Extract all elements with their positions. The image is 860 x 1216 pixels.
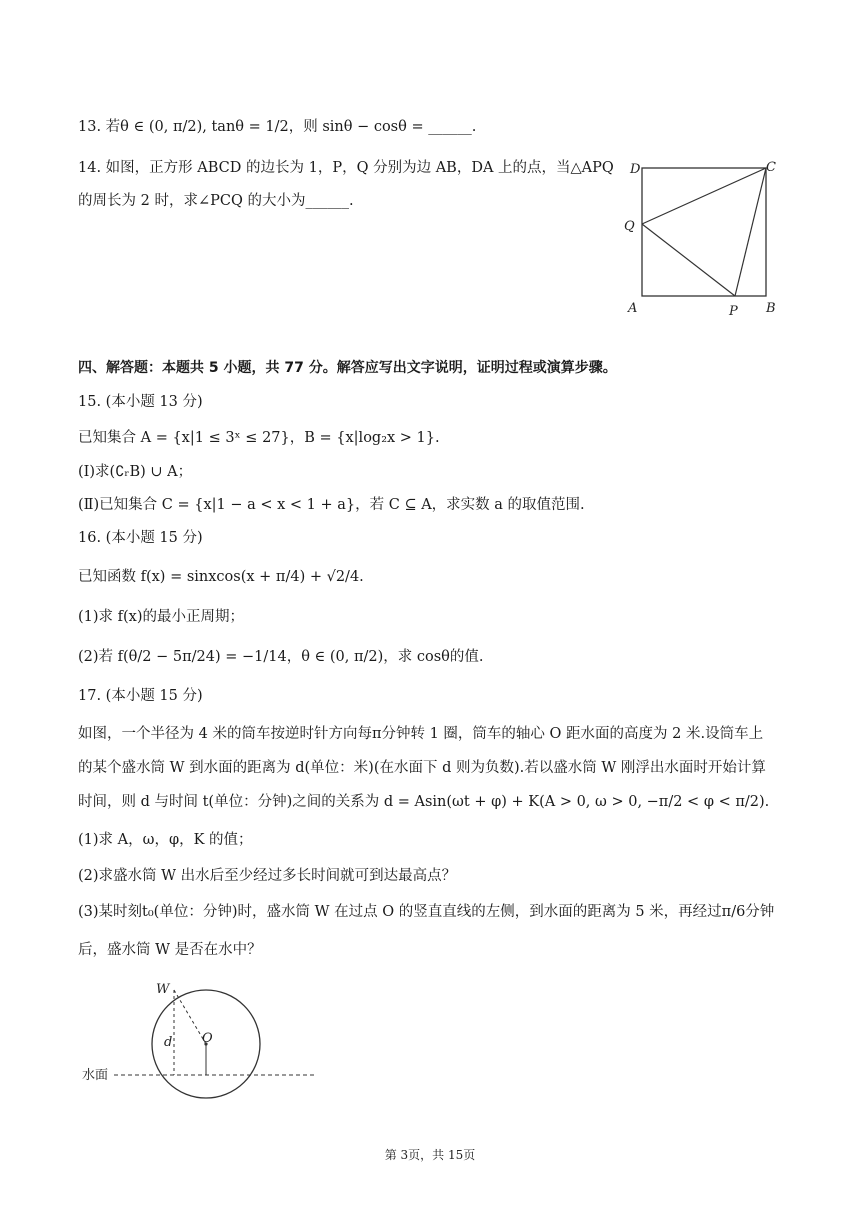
q16-line3: (2)若 f(θ/2 − 5π/24) = −1/14，θ ∈ (0, π/2)，求 cosθ的值. xyxy=(78,649,484,665)
q16-header: 16. (本小题 15 分) xyxy=(78,530,203,546)
label-o: O xyxy=(202,1031,213,1046)
label-d: D xyxy=(630,162,641,177)
label-p: P xyxy=(729,304,738,319)
label-b: B xyxy=(766,301,776,316)
q17-line5: (2)求盛水筒 W 出水后至少经过多长时间就可到达最高点？ xyxy=(78,868,457,884)
q15-line3: (Ⅱ)已知集合 C = {x|1 − a < x < 1 + a}，若 C ⊆ A，求实数 a 的取值范围. xyxy=(78,497,585,513)
q15-line1: 已知集合 A = {x|1 ≤ 3ˣ ≤ 27}，B = {x|log₂x > 1}. xyxy=(78,430,440,446)
water-wheel-figure xyxy=(78,978,328,1088)
q14-line2: 的周长为 2 时，求∠PCQ 的大小为______. xyxy=(78,193,354,209)
q17-line4: (1)求 A，ω，φ，K 的值； xyxy=(78,832,253,848)
segment-qp xyxy=(642,224,735,296)
q17-header: 17. (本小题 15 分) xyxy=(78,688,203,704)
label-c: C xyxy=(766,160,776,175)
label-q: Q xyxy=(624,219,635,234)
q16-line2: (1)求 f(x)的最小正周期； xyxy=(78,609,245,625)
q17-line6: (3)某时刻t₀(单位：分钟)时，盛水筒 W 在过点 O 的竖直直线的左侧，到水面的距离为 5 米，再经过π/6分钟 xyxy=(78,904,775,920)
q17-line7: 后，盛水筒 W 是否在水中？ xyxy=(78,942,262,958)
segment-qc xyxy=(642,168,766,224)
q17-line3: 时间，则 d 与时间 t(单位：分钟)之间的关系为 d = Asin(ωt + φ) + K(A > 0, ω > 0, −π/2 < φ < π/2). xyxy=(78,794,770,810)
q15-line2: (Ⅰ)求(∁ᵣB) ∪ A； xyxy=(78,464,193,480)
q17-line1: 如图，一个半径为 4 米的筒车按逆时针方向每π分钟转 1 圈，筒车的轴心 O 距水面的高度为 2 米.设筒车上 xyxy=(78,726,764,742)
q14-line1: 14. 如图，正方形 ABCD 的边长为 1，P，Q 分别为边 AB，DA 上的点，当△APQ xyxy=(78,160,614,176)
segment-pc xyxy=(735,168,766,296)
square-abcd xyxy=(642,168,766,296)
label-d-distance: d xyxy=(164,1035,173,1050)
section-4-heading: 四、解答题：本题共 5 小题，共 77 分。解答应写出文字说明，证明过程或演算步骤。 xyxy=(78,360,617,376)
q17-line2: 的某个盛水筒 W 到水面的距离为 d(单位：米)(在水面下 d 则为负数).若以盛水筒 W 刚浮出水面时开始计算 xyxy=(78,760,766,776)
q16-line1: 已知函数 f(x) = sinxcos(x + π/4) + √2/4. xyxy=(78,569,364,585)
label-a: A xyxy=(628,301,638,316)
q15-header: 15. (本小题 13 分) xyxy=(78,394,203,410)
square-figure xyxy=(620,155,790,325)
q13-text: 13. 若θ ∈ (0, π/2), tanθ = 1/2，则 sinθ − cosθ = ______. xyxy=(78,119,477,135)
label-water-surface: 水面 xyxy=(82,1068,109,1083)
page-footer: 第 3页，共 15页 xyxy=(384,1148,476,1162)
label-w: W xyxy=(156,982,170,997)
